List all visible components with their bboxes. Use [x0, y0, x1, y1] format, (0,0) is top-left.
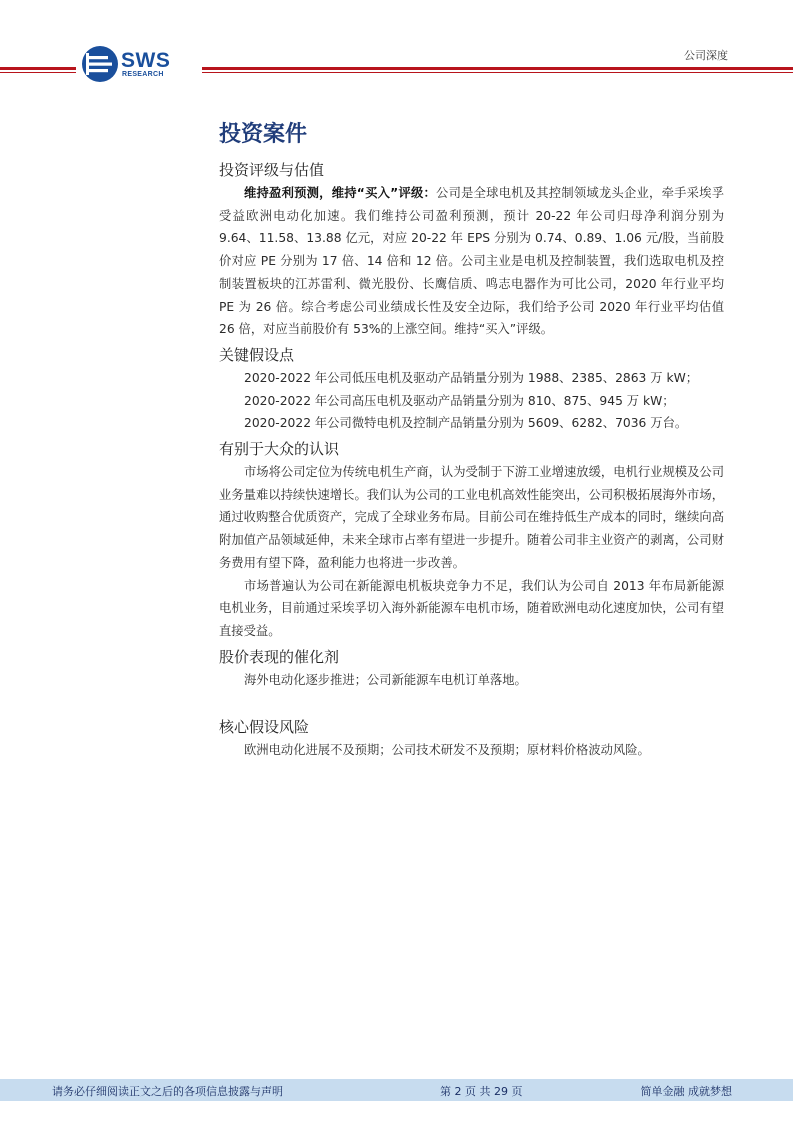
company-logo — [81, 45, 181, 83]
header-divider-right-thin — [202, 72, 793, 73]
footer-bar — [0, 1079, 793, 1101]
rating-bold-lead: 维持盈利预测，维持“买入”评级： — [244, 186, 437, 200]
header-divider-left — [0, 67, 76, 70]
logo-text: SWS — [121, 49, 171, 72]
assumption-line: 2020-2022 年公司微特电机及控制产品销量分别为 5609、6282、7036 万台。 — [244, 416, 688, 431]
header-divider-left-thin — [0, 72, 76, 73]
page-title: 投资案件 — [219, 122, 308, 147]
header-divider-right — [202, 67, 793, 70]
footer-page-info: 第 2 页 共 29 页 — [440, 1085, 523, 1098]
assumption-line: 2020-2022 年公司高压电机及驱动产品销量分别为 810、875、945 万 kW； — [244, 393, 675, 408]
main-content — [219, 118, 724, 762]
section-heading-rating: 投资评级与估值 — [219, 161, 325, 179]
section-heading-risk: 核心假设风险 — [219, 718, 310, 737]
rating-paragraph — [219, 182, 724, 341]
footer-disclaimer: 请务必仔细阅读正文之后的各项信息披露与声明 — [52, 1085, 283, 1098]
report-type-label: 公司深度 — [684, 49, 728, 62]
differ-paragraph: 市场普遍认为公司在新能源电机板块竞争力不足，我们认为公司自 2013 年布局新能源电机业务，目前通过采埃孚切入海外新能源车电机市场，随着欧洲电动化速度加快，公司有望直接受益。 — [219, 578, 724, 638]
risk-text: 欧洲电动化进展不及预期；公司技术研发不及预期；原材料价格波动风险。 — [244, 743, 650, 758]
section-spacer — [219, 691, 724, 713]
rating-body: 公司是全球电机及其控制领域龙头企业，牵手采埃孚受益欧洲电动化加速。我们维持公司盈利预测，预计 20-22 年公司归母净利润分别为 9.64、11.58、13.88 亿元，对应 20-22 年 EPS 分别为 0.74、0.89、1.06 元/股，当前股价对应 PE 分别为 17 倍、14 倍和 12 倍。公司主业是电机及控制装置，我们选取电机及控制装置板块的江苏雷利、微光股份、长鹰信质、鸣志电器作为可比公司，2020 年行业平均 PE 为 26 倍。综合考虑公司业绩成长性及安全边际，我们给予公司 2020 年行业平均估值 26 倍，对应当前股价有 53%的上涨空间。维持“买入”评级。 — [219, 186, 724, 337]
section-heading-catalyst: 股价表现的催化剂 — [219, 647, 340, 666]
assumption-line: 2020-2022 年公司低压电机及驱动产品销量分别为 1988、2385、2863 万 kW； — [244, 370, 699, 385]
sws-logo-icon — [81, 45, 119, 83]
differ-paragraph: 市场将公司定位为传统电机生产商，认为受制于下游工业增速放缓，电机行业规模及公司业务量难以持续快速增长。我们认为公司的工业电机高效性能突出，公司积极拓展海外市场，通过收购整合优质资产，完成了全球业务布局。目前公司在维持低生产成本的同时，继续向高附加值产品领域延伸，未来全球市占率有望进一步提升。随着公司非主业资产的剥离，公司财务费用有望下降，盈利能力也将进一步改善。 — [219, 465, 724, 570]
catalyst-text: 海外电动化逐步推进；公司新能源车电机订单落地。 — [244, 672, 527, 687]
logo-subtext: RESEARCH — [122, 71, 164, 78]
footer-slogan: 简单金融 成就梦想 — [640, 1085, 732, 1098]
section-heading-differ: 有别于大众的认识 — [219, 440, 340, 459]
section-heading-assumptions: 关键假设点 — [219, 345, 295, 364]
